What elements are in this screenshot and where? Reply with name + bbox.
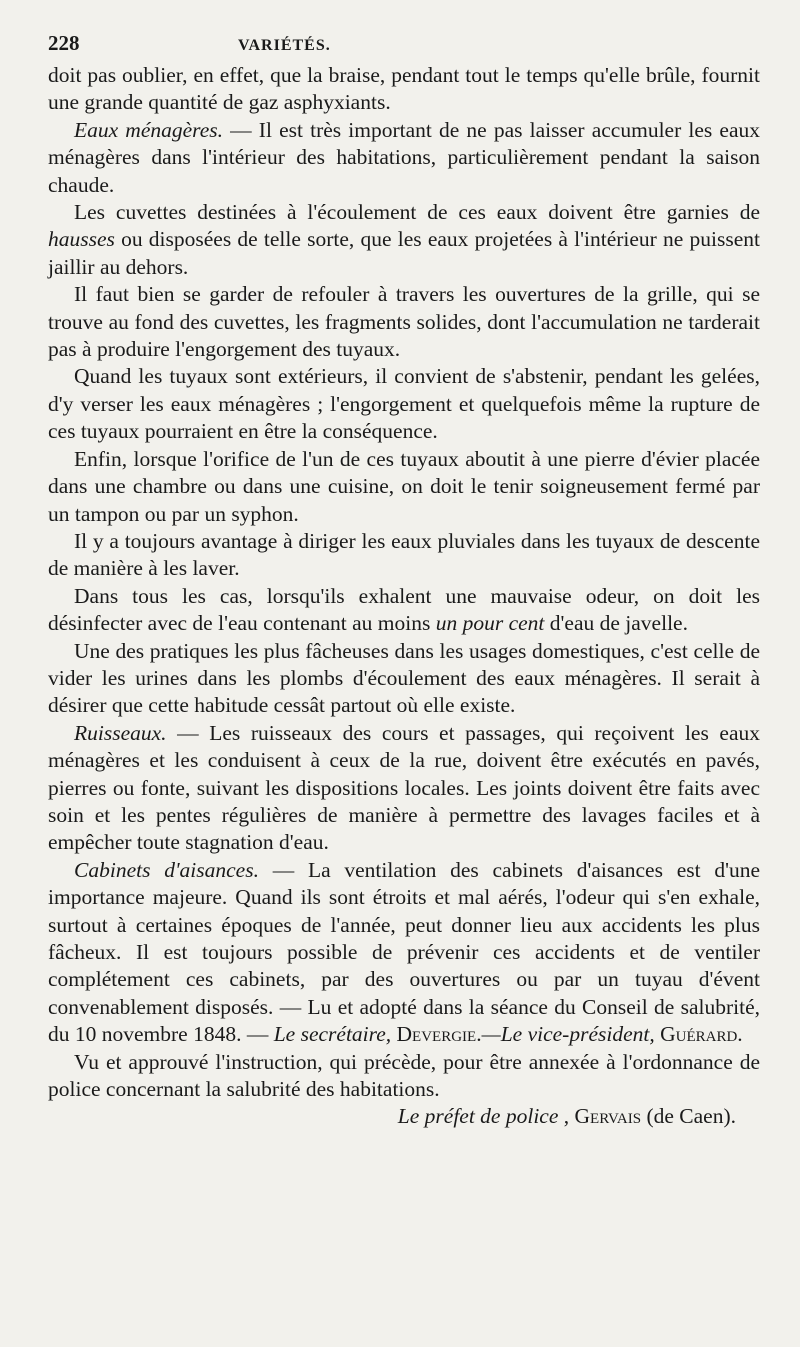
page-number: 228: [48, 31, 80, 55]
secretary-title: Le secrétaire,: [273, 1022, 392, 1047]
paragraph-continuation: [48, 62, 760, 117]
paragraph-text: Quand les tuyaux sont extérieurs, il convient de s'abstenir, pendant les gelées, d'y verser les eaux ménagères ; l'engorgement et quelquefois même la rupture de ces tuyaux pourraient en être la conséquence.: [48, 364, 760, 444]
vice-president-title: —Le vice-président,: [481, 1022, 655, 1047]
running-title: VARIÉTÉS.: [238, 37, 331, 54]
paragraph-text: Dans tous les cas, lorsqu'ils exhalent une mauvaise odeur, on doit les désinfecter avec de l'eau contenant au moins: [48, 583, 760, 636]
paragraph-text: Vu et approuvé l'instruction, qui précède, pour être annexée à l'ordonnance de police concernant la salubrité des habitations.: [48, 1049, 760, 1102]
paragraph-cabinets: [48, 857, 760, 1049]
signature-line: [48, 1103, 760, 1130]
paragraph-grille: [48, 281, 760, 363]
paragraph-text: Enfin, lorsque l'orifice de l'un de ces tuyaux aboutit à une pierre d'évier placée dans une chambre ou dans une cuisine, on doit le tenir soigneusement fermé par un tampon ou par un syphon.: [48, 446, 760, 526]
paragraph-evier: [48, 446, 760, 528]
signature-title: Le préfet de police: [397, 1104, 559, 1129]
page-body: [48, 62, 760, 1131]
paragraph-approbation: [48, 1049, 760, 1104]
paragraph-urines: [48, 638, 760, 720]
paragraph-text: Une des pratiques les plus fâcheuses dans les usages domestiques, c'est celle de vider les urines dans les plombs d'écoulement des eaux ménagères. Il serait à désirer que cette habitude cessât partout où elle existe.: [48, 638, 760, 718]
paragraph-text: Les cuvettes destinées à l'écoulement de ces eaux doivent être garnies de: [74, 200, 760, 225]
paragraph-desinfection: [48, 583, 760, 638]
paragraph-text: doit pas oublier, en effet, que la braise, pendant tout le temps qu'elle brûle, fournit une grande quantité de gaz asphyxiants.: [48, 63, 760, 115]
paragraph-text: — Les ruisseaux des cours et passages, qui reçoivent les eaux ménagères et les conduisent à ceux de la rue, doivent être exécutés en pavés, pierres ou fonte, suivant les dispositions locales. Les joints doivent être faits avec soin et les pentes régulières de manière à permettre des lavages faciles et à empêcher toute stagnation d'eau.: [48, 720, 760, 855]
paragraph-text: Il faut bien se garder de refouler à travers les ouvertures de la grille, qui se trouve au fond des cuvettes, les fragments solides, dont l'accumulation ne tarderait pas à produire l'engorgement des tuyaux.: [48, 282, 760, 362]
paragraph-text: Il y a toujours avantage à diriger les eaux pluviales dans les tuyaux de descente de manière à les laver.: [48, 528, 760, 581]
signature-place: (de Caen).: [641, 1104, 736, 1129]
paragraph-eaux-menageres: [48, 117, 760, 199]
section-heading-eaux-menageres: Eaux ménagères.: [74, 117, 224, 142]
section-heading-ruisseaux: Ruisseaux.: [74, 720, 167, 745]
paragraph-text: — La ventilation des cabinets d'aisances est d'une importance majeure. Quand ils sont étroits et mal aérés, l'odeur qui s'en exhale, surtout à certaines époques de l'année, peut donner lieu aux accidents les plus fâcheux. Il est toujours possible de prévenir ces accidents et de ventiler complétement ces cabinets, par des ouvertures ou par un tuyau d'évent convenablement disposés. — Lu et adopté dans la séance du Conseil de salubrité, du 10 novembre 1848. —: [48, 857, 760, 1047]
signature-name: Gervais: [574, 1104, 642, 1129]
paragraph-text: d'eau de javelle.: [544, 611, 688, 636]
paragraph-cuvettes: [48, 199, 760, 281]
emphasis-hausses: hausses: [48, 227, 115, 252]
vice-president-name: Guérard.: [654, 1022, 743, 1047]
paragraph-text: — Il est très important de ne pas laisser accumuler les eaux ménagères dans l'intérieur des habitations, particulièrement pendant la saison chaude.: [48, 117, 760, 197]
section-heading-cabinets: Cabinets d'aisances.: [74, 857, 259, 882]
secretary-name: Devergie.: [391, 1022, 482, 1047]
paragraph-ruisseaux: [48, 720, 760, 857]
paragraph-text: ou disposées de telle sorte, que les eaux projetées à l'intérieur ne puissent jaillir au dehors.: [48, 227, 760, 279]
paragraph-eaux-pluviales: [48, 528, 760, 583]
signature-separator: ,: [558, 1104, 575, 1129]
emphasis-un-pour-cent: un pour cent: [435, 611, 545, 636]
page-header: [48, 28, 760, 62]
paragraph-tuyaux-exterieurs: [48, 363, 760, 445]
